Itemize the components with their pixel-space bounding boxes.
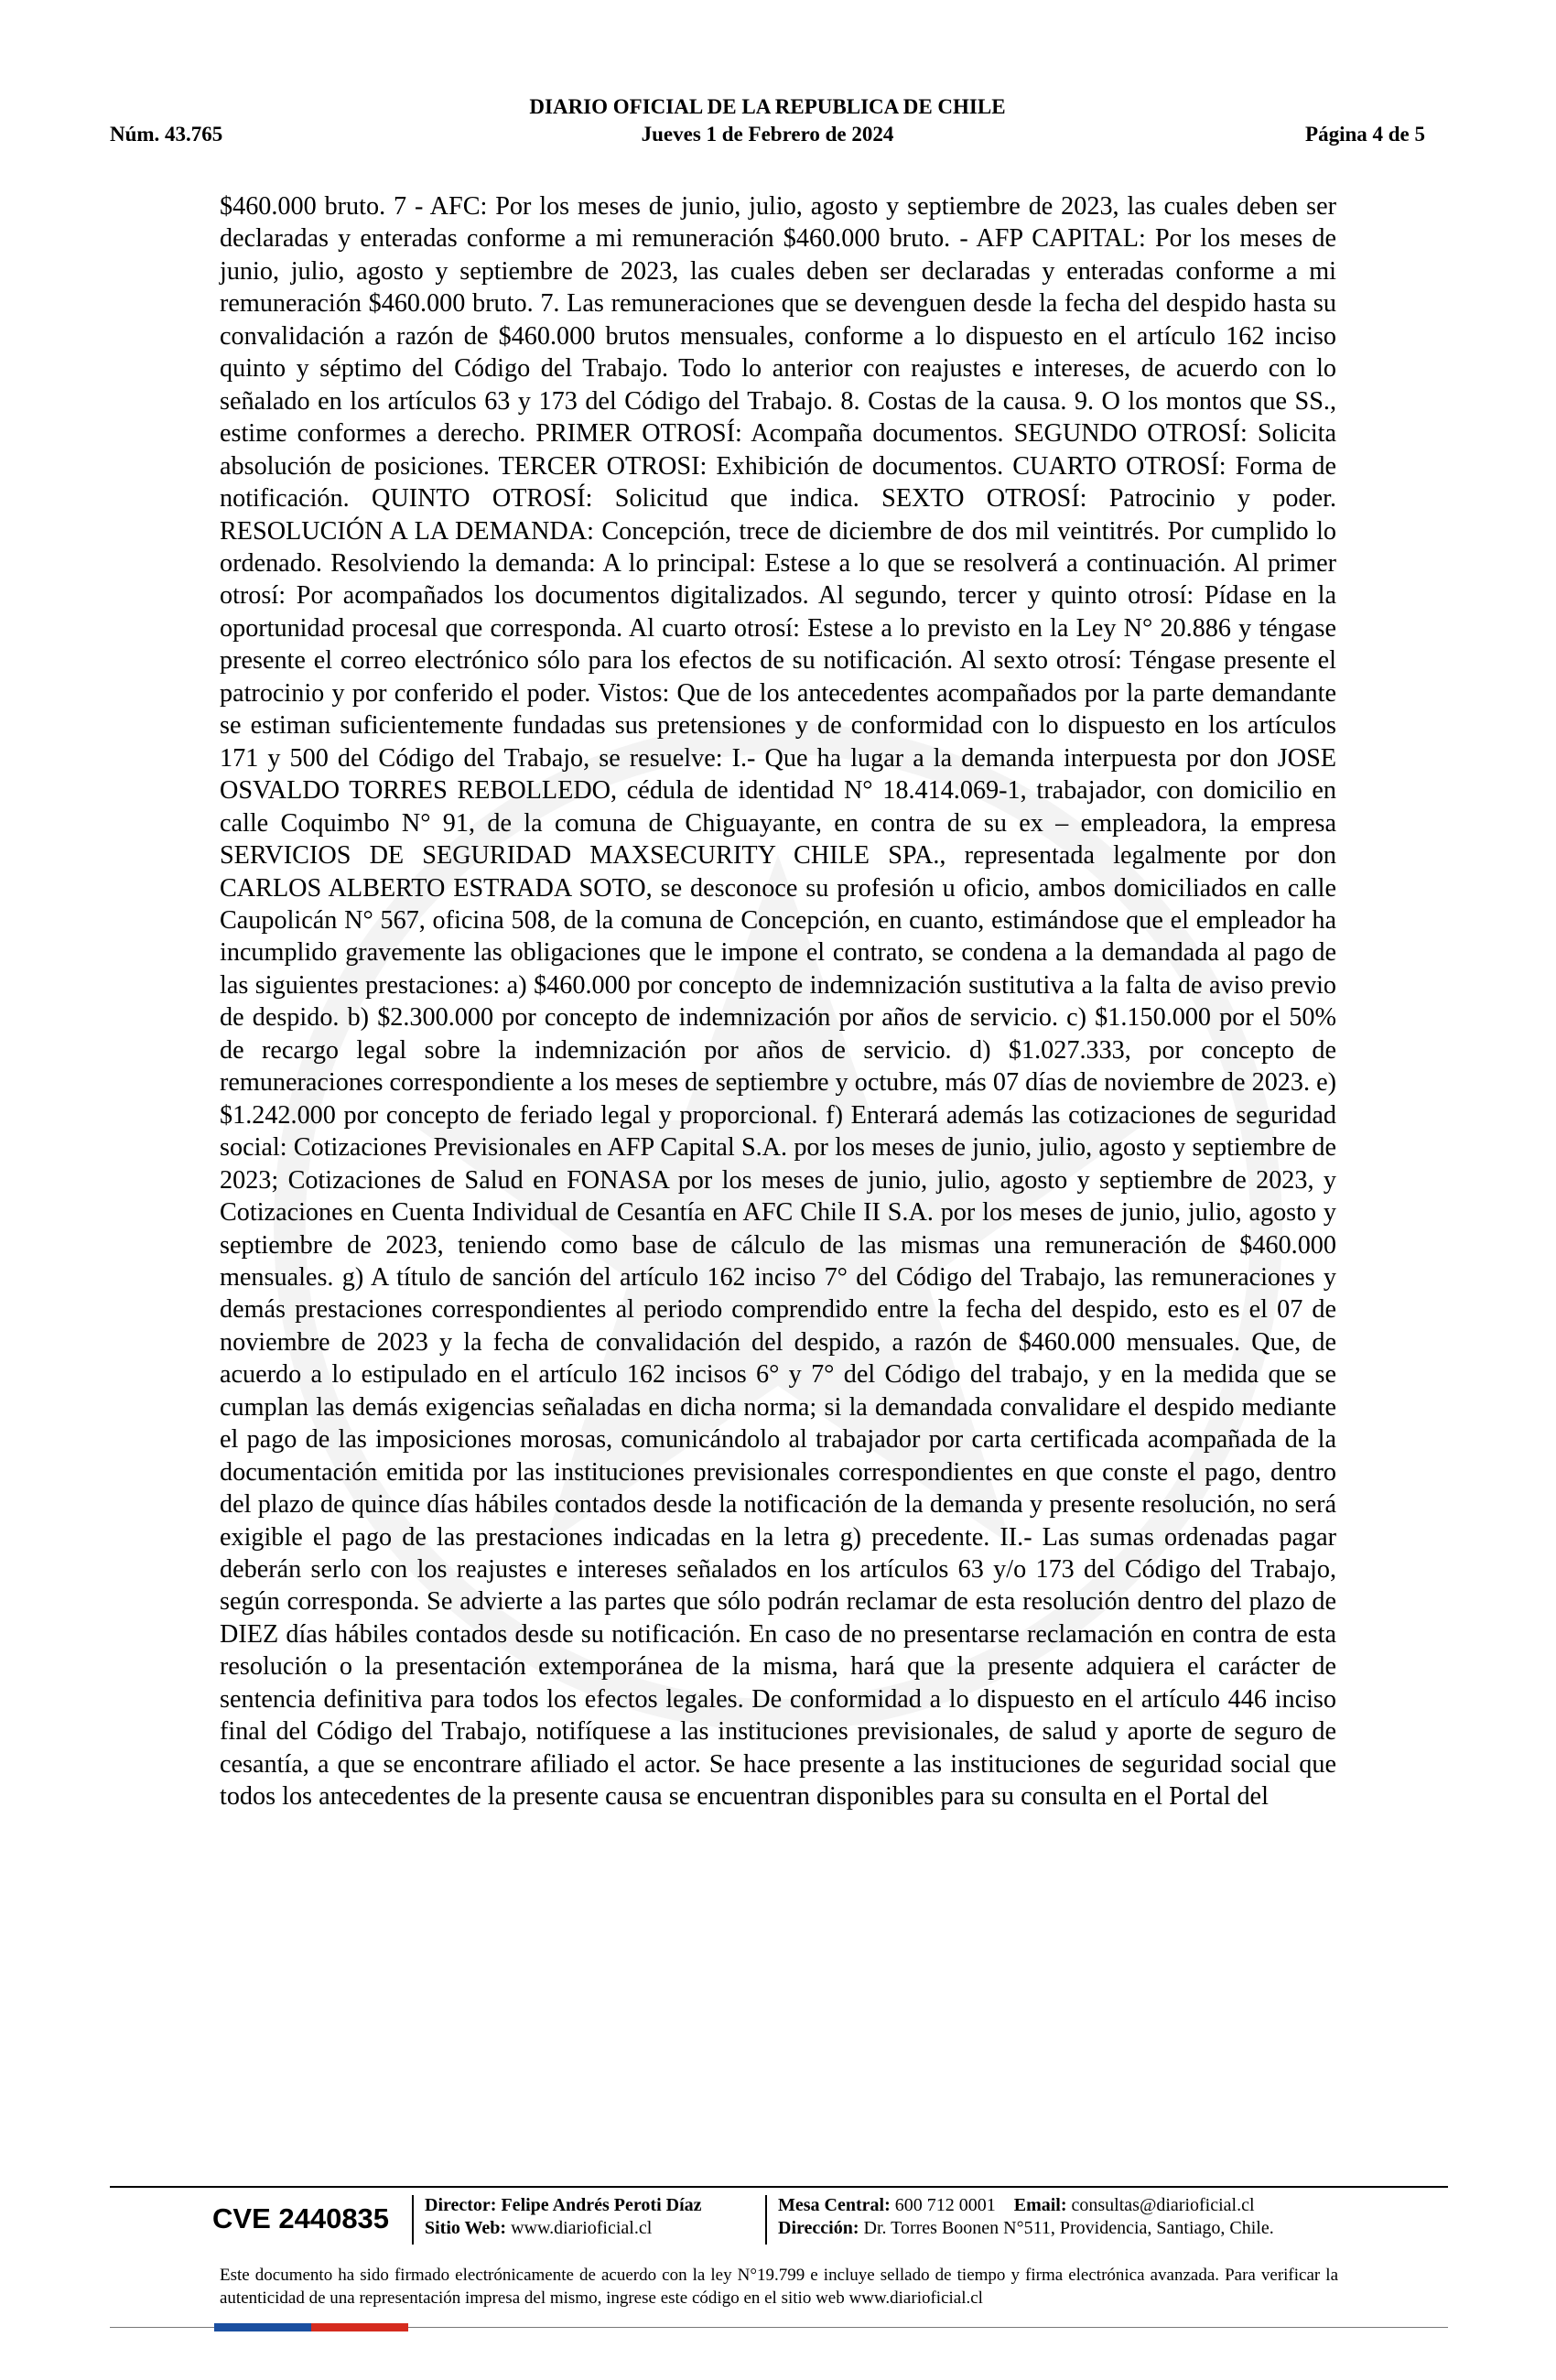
footer-separator [412, 2195, 414, 2245]
website-label: Sitio Web: [425, 2218, 507, 2238]
newspaper-title: DIARIO OFICIAL DE LA REPUBLICA DE CHILE [529, 95, 1006, 118]
director-line [425, 2194, 702, 2217]
body-paragraph: $460.000 bruto. 7 - AFC: Por los meses de junio, julio, agosto y septiembre de 2023, las cuales deben ser declaradas y enteradas conforme a mi remuneración $460.000 bruto. - AFP CAPITAL: Por los meses de junio, julio, agosto y septiembre de 2023, las cuales deben ser declaradas y enteradas conforme a mi remuneración $460.000 bruto. 7. Las remuneraciones que se devenguen desde la fecha del despido hasta su convalidación a razón de $460.000 brutos mensuales, conforme a lo dispuesto en el artículo 162 inciso quinto y séptimo del Código del Trabajo. Todo lo anterior con reajustes e intereses, de acuerdo con lo señalado en los artículos 63 y 173 del Código del Trabajo. 8. Costas de la causa. 9. O los montos que SS., estime conformes a derecho. PRIMER OTROSÍ: Acompaña documentos. SEGUNDO OTROSÍ: Solicita absolución de posiciones. TERCER OTROSI: Exhibición de documentos. CUARTO OTROSÍ: Forma de notificación. QUINTO OTROSÍ: Solicitud que indica. SEXTO OTROSÍ: Patrocinio y poder. RESOLUCIÓN A LA DEMANDA: Concepción, trece de diciembre de dos mil veintitrés. Por cumplido lo ordenado. Resolviendo la demanda: A lo principal: Estese a lo que se resolverá a continuación. Al primer otrosí: Por acompañados los documentos digitalizados. Al segundo, tercer y quinto otrosí: Pídase en la oportunidad procesal que corresponda. Al cuarto otrosí: Estese a lo previsto en la Ley N° 20.886 y téngase presente el correo electrónico sólo para los efectos de su notificación. Al sexto otrosí: Téngase presente el patrocinio y por conferido el poder. Vistos: Que de los antecedentes acompañados por la parte demandante se estiman suficientemente fundadas sus pretensiones y de conformidad con lo dispuesto en los artículos 171 y 500 del Código del Trabajo, se resuelve: I.- Que ha lugar a la demanda interpuesta por don JOSE OSVALDO TORRES REBOLLEDO, cédula de identidad N° 18.414.069-1, trabajador, con domicilio en calle Coquimbo N° 91, de la comuna de Chiguayante, en contra de su ex – empleadora, la empresa SERVICIOS DE SEGURIDAD MAXSECURITY CHILE SPA., representada legalmente por don CARLOS ALBERTO ESTRADA SOTO, se desconoce su profesión u oficio, ambos domiciliados en calle Caupolicán N° 567, oficina 508, de la comuna de Concepción, en cuanto, estimándose que el empleador ha incumplido gravemente las obligaciones que le impone el contrato, se condena a la demandada al pago de las siguientes prestaciones: a) $460.000 por concepto de indemnización sustitutiva a la falta de aviso previo de despido. b) $2.300.000 por concepto de indemnización por años de servicio. c) $1.150.000 por el 50% de recargo legal sobre la indemnización por años de servicio. d) $1.027.333, por concepto de remuneraciones correspondiente a los meses de septiembre y octubre, más 07 días de noviembre de 2023. e) $1.242.000 por concepto de feriado legal y proporcional. f) Enterará además las cotizaciones de seguridad social: Cotizaciones Previsionales en AFP Capital S.A. por los meses de junio, julio, agosto y septiembre de 2023; Cotizaciones de Salud en FONASA por los meses de junio, julio, agosto y septiembre de 2023, y Cotizaciones en Cuenta Individual de Cesantía en AFC Chile II S.A. por los meses de junio, julio, agosto y septiembre de 2023, teniendo como base de cálculo de las mismas una remuneración de $460.000 mensuales. g) A título de sanción del artículo 162 inciso 7° del Código del Trabajo, las remuneraciones y demás prestaciones correspondientes al periodo comprendido entre la fecha del despido, esto es el 07 de noviembre de 2023 y la fecha de convalidación del despido, a razón de $460.000 mensuales. Que, de acuerdo a lo estipulado en el artículo 162 incisos 6° y 7° del Código del trabajo, y en la medida que se cumplan las demás exigencias señaladas en dicha norma; si la demandada convalidare el despido mediante el pago de las imposiciones morosas, comunicándolo al trabajador por carta certificada acompañada de la documentación emitida por las instituciones previsionales correspondientes en que conste el pago, dentro del plazo de quince días hábiles contados desde la notificación de la demanda y presente resolución, no será exigible el pago de las prestaciones indicadas en la letra g) precedente. II.- Las sumas ordenadas pagar deberán serlo con los reajustes e intereses señalados en los artículos 63 y/o 173 del Código del Trabajo, según corresponda. Se advierte a las partes que sólo podrán reclamar de esta resolución dentro del plazo de DIEZ días hábiles contados desde su notificación. En caso de no presentarse reclamación en contra de esta resolución o la presentación extemporánea de la misma, hará que la presente adquiera el carácter de sentencia definitiva para todos los efectos legales. De conformidad a lo dispuesto en el artículo 446 inciso final del Código del Trabajo, notifíquese a las instituciones previsionales, de salud y aporte de seguro de cesantía, a que se encontrare afiliado el actor. Se hace presente a las instituciones de seguridad social que todos los antecedentes de la presente causa se encuentran disponibles para su consulta en el Portal del [220, 192, 1336, 1812]
cve-code: CVE 2440835 [212, 2202, 390, 2234]
contact-line [778, 2194, 1255, 2217]
footer-divider [110, 2186, 1448, 2188]
page-header [110, 92, 1425, 156]
director-name: Felipe Andrés Peroti Díaz [501, 2195, 702, 2215]
website-line [425, 2217, 652, 2240]
footer-separator [765, 2195, 767, 2245]
document-body [220, 190, 1336, 1813]
email-label: Email: [1013, 2195, 1067, 2215]
website-link[interactable]: www.diarioficial.cl [511, 2218, 653, 2238]
address-text: Dr. Torres Boonen N°511, Providencia, Santiago, Chile. [863, 2218, 1274, 2238]
issue-date: Jueves 1 de Febrero de 2024 [641, 123, 894, 146]
email-link[interactable]: consultas@diarioficial.cl [1071, 2195, 1255, 2215]
flag-blue-segment [214, 2323, 311, 2331]
director-label: Director: [425, 2195, 497, 2215]
signature-note: Este documento ha sido firmado electrónicamente de acuerdo con la ley N°19.799 e incluye sellado de tiempo y firma electrónica avanzada. Para verificar la autenticidad de una representación impresa del mismo, ingrese este código en el sitio web www.diarioficial.cl [220, 2266, 1338, 2308]
chile-flag-stripe [214, 2323, 408, 2331]
page-indicator: Página 4 de 5 [1305, 123, 1425, 146]
flag-red-segment [311, 2323, 408, 2331]
mesa-phone: 600 712 0001 [894, 2195, 996, 2215]
issue-number: Núm. 43.765 [110, 123, 223, 146]
mesa-label: Mesa Central: [778, 2195, 891, 2215]
address-label: Dirección: [778, 2218, 859, 2238]
address-line [778, 2217, 1274, 2240]
